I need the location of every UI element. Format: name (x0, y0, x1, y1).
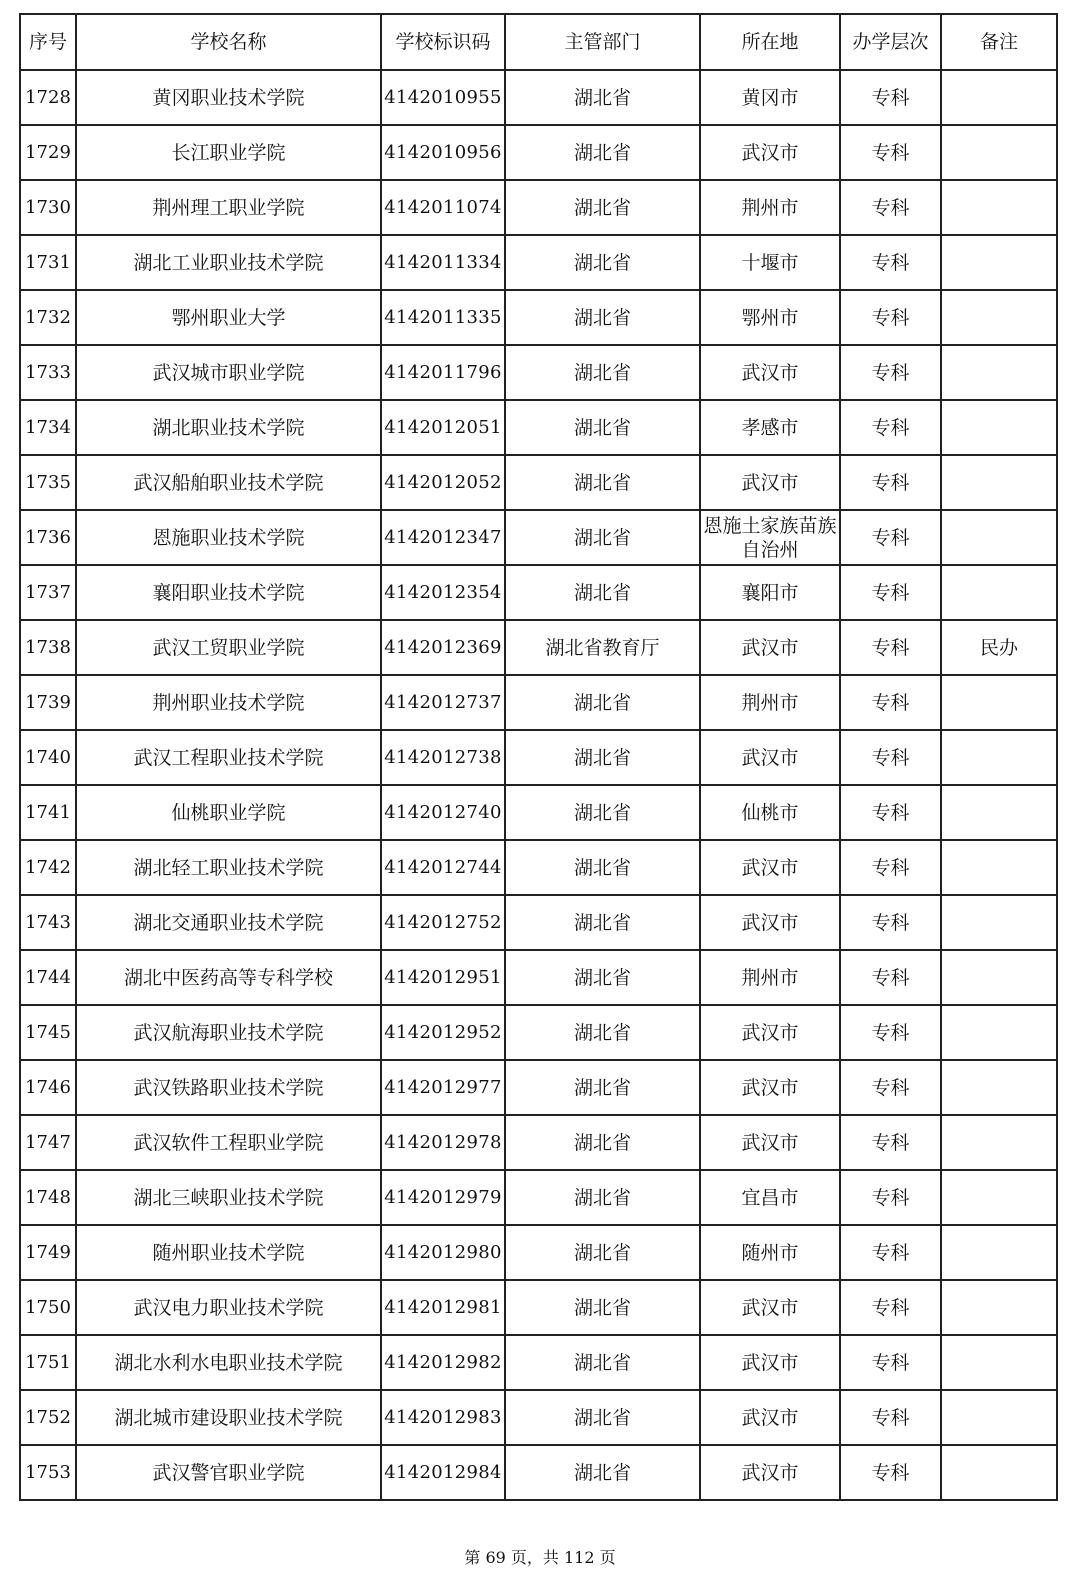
cell-location: 十堰市 (700, 235, 840, 290)
cell-seq: 1751 (20, 1335, 76, 1390)
cell-department: 湖北省 (505, 70, 700, 125)
cell-department: 湖北省 (505, 785, 700, 840)
cell-department: 湖北省 (505, 1225, 700, 1280)
cell-school-name: 恩施职业技术学院 (76, 510, 381, 565)
cell-notes (941, 1060, 1057, 1115)
cell-school-name: 襄阳职业技术学院 (76, 565, 381, 620)
cell-school-code: 4142011335 (381, 290, 505, 345)
cell-location: 武汉市 (700, 1390, 840, 1445)
cell-department: 湖北省 (505, 1115, 700, 1170)
cell-level: 专科 (840, 1390, 941, 1445)
cell-location: 武汉市 (700, 1115, 840, 1170)
cell-location: 武汉市 (700, 840, 840, 895)
cell-level: 专科 (840, 345, 941, 400)
cell-school-code: 4142012951 (381, 950, 505, 1005)
cell-notes (941, 400, 1057, 455)
page-number: 第 69 页，共 112 页 (464, 1548, 616, 1567)
cell-level: 专科 (840, 1115, 941, 1170)
cell-seq: 1732 (20, 290, 76, 345)
cell-level: 专科 (840, 675, 941, 730)
cell-location: 恩施土家族苗族自治州 (700, 510, 840, 565)
header-location: 所在地 (700, 14, 840, 70)
cell-notes (941, 345, 1057, 400)
cell-school-code: 4142012740 (381, 785, 505, 840)
table-row (20, 1335, 1057, 1390)
cell-level: 专科 (840, 1280, 941, 1335)
cell-school-code: 4142012977 (381, 1060, 505, 1115)
cell-school-name: 湖北交通职业技术学院 (76, 895, 381, 950)
table-row (20, 565, 1057, 620)
cell-notes (941, 1115, 1057, 1170)
cell-school-name: 武汉城市职业学院 (76, 345, 381, 400)
cell-seq: 1735 (20, 455, 76, 510)
cell-notes (941, 950, 1057, 1005)
cell-location: 鄂州市 (700, 290, 840, 345)
table-row (20, 730, 1057, 785)
cell-level: 专科 (840, 180, 941, 235)
cell-department: 湖北省 (505, 400, 700, 455)
cell-school-code: 4142011074 (381, 180, 505, 235)
cell-notes (941, 1280, 1057, 1335)
cell-school-name: 随州职业技术学院 (76, 1225, 381, 1280)
cell-notes (941, 1225, 1057, 1280)
cell-school-name: 湖北中医药高等专科学校 (76, 950, 381, 1005)
table-body (20, 70, 1057, 1500)
cell-location: 襄阳市 (700, 565, 840, 620)
cell-level: 专科 (840, 125, 941, 180)
cell-school-name: 荆州理工职业学院 (76, 180, 381, 235)
table-row (20, 235, 1057, 290)
cell-department: 湖北省 (505, 895, 700, 950)
cell-school-name: 湖北城市建设职业技术学院 (76, 1390, 381, 1445)
cell-school-code: 4142010956 (381, 125, 505, 180)
table-row (20, 1170, 1057, 1225)
cell-location: 武汉市 (700, 895, 840, 950)
cell-seq: 1742 (20, 840, 76, 895)
cell-school-code: 4142012752 (381, 895, 505, 950)
cell-department: 湖北省 (505, 1005, 700, 1060)
header-seq: 序号 (20, 14, 76, 70)
cell-location: 武汉市 (700, 125, 840, 180)
cell-department: 湖北省 (505, 290, 700, 345)
cell-notes (941, 1390, 1057, 1445)
cell-notes (941, 235, 1057, 290)
cell-notes (941, 895, 1057, 950)
cell-seq: 1738 (20, 620, 76, 675)
cell-department: 湖北省 (505, 345, 700, 400)
header-notes: 备注 (941, 14, 1057, 70)
table-row (20, 1225, 1057, 1280)
cell-school-code: 4142012052 (381, 455, 505, 510)
table-row (20, 1060, 1057, 1115)
table-row (20, 620, 1057, 675)
cell-notes: 民办 (941, 620, 1057, 675)
cell-department: 湖北省 (505, 455, 700, 510)
cell-level: 专科 (840, 510, 941, 565)
cell-school-name: 黄冈职业技术学院 (76, 70, 381, 125)
cell-school-code: 4142012051 (381, 400, 505, 455)
cell-level: 专科 (840, 1225, 941, 1280)
cell-level: 专科 (840, 1170, 941, 1225)
cell-school-name: 湖北三峡职业技术学院 (76, 1170, 381, 1225)
cell-school-code: 4142012981 (381, 1280, 505, 1335)
cell-seq: 1744 (20, 950, 76, 1005)
cell-location: 荆州市 (700, 950, 840, 1005)
cell-location: 随州市 (700, 1225, 840, 1280)
table-row (20, 950, 1057, 1005)
cell-department: 湖北省 (505, 730, 700, 785)
cell-notes (941, 1335, 1057, 1390)
header-department: 主管部门 (505, 14, 700, 70)
cell-school-code: 4142012978 (381, 1115, 505, 1170)
table-row (20, 785, 1057, 840)
cell-location: 武汉市 (700, 345, 840, 400)
cell-department: 湖北省教育厅 (505, 620, 700, 675)
cell-school-code: 4142011796 (381, 345, 505, 400)
cell-seq: 1728 (20, 70, 76, 125)
cell-school-name: 武汉铁路职业技术学院 (76, 1060, 381, 1115)
cell-notes (941, 70, 1057, 125)
cell-school-code: 4142012979 (381, 1170, 505, 1225)
cell-seq: 1737 (20, 565, 76, 620)
cell-level: 专科 (840, 455, 941, 510)
cell-level: 专科 (840, 1005, 941, 1060)
cell-level: 专科 (840, 620, 941, 675)
cell-school-name: 鄂州职业大学 (76, 290, 381, 345)
table-row (20, 1390, 1057, 1445)
cell-notes (941, 840, 1057, 895)
cell-notes (941, 455, 1057, 510)
table-row (20, 70, 1057, 125)
table-row (20, 510, 1057, 565)
cell-department: 湖北省 (505, 950, 700, 1005)
cell-location: 武汉市 (700, 455, 840, 510)
cell-school-name: 湖北职业技术学院 (76, 400, 381, 455)
cell-department: 湖北省 (505, 565, 700, 620)
cell-location: 武汉市 (700, 1005, 840, 1060)
cell-school-name: 仙桃职业学院 (76, 785, 381, 840)
cell-seq: 1733 (20, 345, 76, 400)
cell-department: 湖北省 (505, 1390, 700, 1445)
table-row (20, 840, 1057, 895)
cell-level: 专科 (840, 1335, 941, 1390)
cell-school-code: 4142010955 (381, 70, 505, 125)
cell-level: 专科 (840, 400, 941, 455)
cell-level: 专科 (840, 290, 941, 345)
cell-location: 武汉市 (700, 1060, 840, 1115)
cell-seq: 1747 (20, 1115, 76, 1170)
cell-seq: 1740 (20, 730, 76, 785)
cell-school-code: 4142012737 (381, 675, 505, 730)
cell-notes (941, 675, 1057, 730)
cell-seq: 1749 (20, 1225, 76, 1280)
cell-department: 湖北省 (505, 125, 700, 180)
cell-school-name: 湖北轻工职业技术学院 (76, 840, 381, 895)
cell-notes (941, 290, 1057, 345)
cell-school-code: 4142012354 (381, 565, 505, 620)
cell-level: 专科 (840, 950, 941, 1005)
cell-department: 湖北省 (505, 1170, 700, 1225)
cell-school-code: 4142012347 (381, 510, 505, 565)
cell-level: 专科 (840, 1445, 941, 1500)
cell-location: 武汉市 (700, 620, 840, 675)
cell-level: 专科 (840, 235, 941, 290)
cell-location: 宜昌市 (700, 1170, 840, 1225)
cell-department: 湖北省 (505, 1060, 700, 1115)
cell-notes (941, 1005, 1057, 1060)
cell-school-code: 4142011334 (381, 235, 505, 290)
table-header-row (20, 14, 1057, 70)
cell-location: 荆州市 (700, 675, 840, 730)
cell-school-name: 武汉软件工程职业学院 (76, 1115, 381, 1170)
cell-seq: 1752 (20, 1390, 76, 1445)
cell-department: 湖北省 (505, 1335, 700, 1390)
cell-school-name: 荆州职业技术学院 (76, 675, 381, 730)
cell-seq: 1741 (20, 785, 76, 840)
cell-department: 湖北省 (505, 235, 700, 290)
cell-school-name: 长江职业学院 (76, 125, 381, 180)
cell-location: 武汉市 (700, 1280, 840, 1335)
table-row (20, 455, 1057, 510)
table-row (20, 290, 1057, 345)
cell-notes (941, 510, 1057, 565)
cell-school-name: 湖北水利水电职业技术学院 (76, 1335, 381, 1390)
cell-seq: 1746 (20, 1060, 76, 1115)
cell-school-name: 武汉航海职业技术学院 (76, 1005, 381, 1060)
cell-location: 仙桃市 (700, 785, 840, 840)
table-row (20, 400, 1057, 455)
cell-level: 专科 (840, 70, 941, 125)
cell-seq: 1731 (20, 235, 76, 290)
cell-school-name: 武汉船舶职业技术学院 (76, 455, 381, 510)
table-row (20, 125, 1057, 180)
cell-notes (941, 565, 1057, 620)
cell-notes (941, 1170, 1057, 1225)
cell-notes (941, 125, 1057, 180)
table-row (20, 1280, 1057, 1335)
cell-level: 专科 (840, 895, 941, 950)
cell-seq: 1753 (20, 1445, 76, 1500)
cell-seq: 1745 (20, 1005, 76, 1060)
cell-school-code: 4142012982 (381, 1335, 505, 1390)
cell-seq: 1743 (20, 895, 76, 950)
header-school-name: 学校名称 (76, 14, 381, 70)
cell-seq: 1748 (20, 1170, 76, 1225)
cell-school-code: 4142012980 (381, 1225, 505, 1280)
cell-school-name: 湖北工业职业技术学院 (76, 235, 381, 290)
cell-level: 专科 (840, 1060, 941, 1115)
cell-school-code: 4142012952 (381, 1005, 505, 1060)
cell-seq: 1750 (20, 1280, 76, 1335)
cell-seq: 1734 (20, 400, 76, 455)
table-row (20, 1115, 1057, 1170)
cell-school-code: 4142012983 (381, 1390, 505, 1445)
cell-level: 专科 (840, 785, 941, 840)
table-row (20, 895, 1057, 950)
cell-location: 孝感市 (700, 400, 840, 455)
cell-school-code: 4142012369 (381, 620, 505, 675)
table-row (20, 675, 1057, 730)
cell-seq: 1739 (20, 675, 76, 730)
cell-department: 湖北省 (505, 675, 700, 730)
schools-table (19, 13, 1058, 1501)
table-row (20, 180, 1057, 235)
header-school-code: 学校标识码 (381, 14, 505, 70)
cell-department: 湖北省 (505, 180, 700, 235)
cell-department: 湖北省 (505, 1280, 700, 1335)
cell-notes (941, 1445, 1057, 1500)
cell-department: 湖北省 (505, 1445, 700, 1500)
cell-seq: 1730 (20, 180, 76, 235)
cell-location: 黄冈市 (700, 70, 840, 125)
cell-location: 武汉市 (700, 1335, 840, 1390)
cell-location: 荆州市 (700, 180, 840, 235)
cell-notes (941, 730, 1057, 785)
cell-school-name: 武汉警官职业学院 (76, 1445, 381, 1500)
cell-school-code: 4142012744 (381, 840, 505, 895)
cell-school-name: 武汉电力职业技术学院 (76, 1280, 381, 1335)
cell-level: 专科 (840, 840, 941, 895)
table-row (20, 345, 1057, 400)
cell-department: 湖北省 (505, 840, 700, 895)
cell-seq: 1729 (20, 125, 76, 180)
cell-level: 专科 (840, 565, 941, 620)
cell-location: 武汉市 (700, 1445, 840, 1500)
cell-department: 湖北省 (505, 510, 700, 565)
table-row (20, 1445, 1057, 1500)
cell-seq: 1736 (20, 510, 76, 565)
cell-school-name: 武汉工程职业技术学院 (76, 730, 381, 785)
cell-notes (941, 180, 1057, 235)
cell-notes (941, 785, 1057, 840)
header-level: 办学层次 (840, 14, 941, 70)
cell-location: 武汉市 (700, 730, 840, 785)
cell-school-code: 4142012738 (381, 730, 505, 785)
cell-school-name: 武汉工贸职业学院 (76, 620, 381, 675)
cell-level: 专科 (840, 730, 941, 785)
cell-school-code: 4142012984 (381, 1445, 505, 1500)
table-row (20, 1005, 1057, 1060)
